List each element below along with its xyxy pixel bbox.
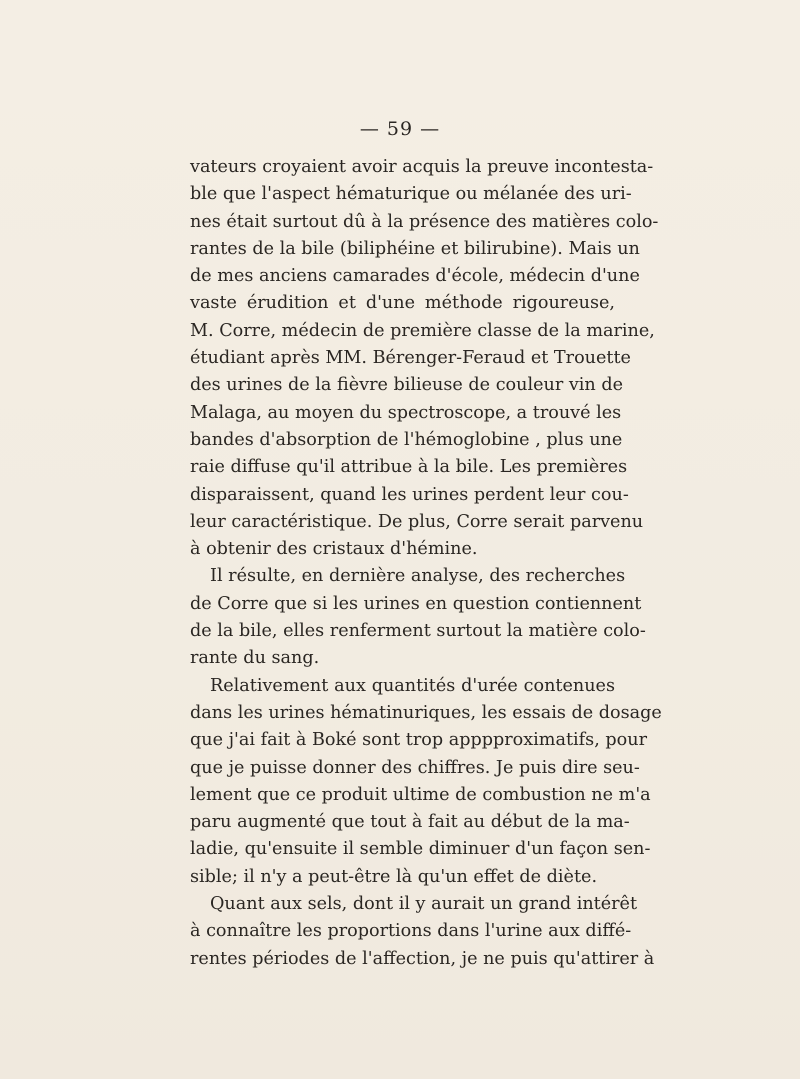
text-line: de Corre que si les urines en question contiennent: [190, 593, 642, 614]
text-line: étudiant après MM. Bérenger-Feraud et Trouette: [190, 348, 631, 369]
body-text: [190, 154, 662, 973]
text-line: Relativement aux quantités d'urée contenues: [210, 675, 615, 696]
text-line: à connaître les proportions dans l'urine aux diffé-: [190, 921, 632, 942]
text-line: disparaissent, quand les urines perdent leur cou-: [190, 484, 629, 505]
text-line: que je puisse donner des chiffres. Je puis dire seu-: [190, 757, 640, 778]
text-line: leur caractéristique. De plus, Corre serait parvenu: [190, 511, 644, 532]
text-line: lement que ce produit ultime de combustion ne m'a: [190, 784, 651, 805]
text-line: de mes anciens camarades d'école, médecin d'une: [190, 266, 640, 287]
text-line: nes était surtout dû à la présence des matières colo-: [190, 211, 659, 232]
text-line: rantes de la bile (biliphéine et bilirubine). Mais un: [190, 238, 640, 259]
text-line: vaste érudition et d'une méthode rigoureuse,: [190, 293, 615, 314]
text-line: sible; il n'y a peut-être là qu'un effet de diète.: [190, 866, 598, 887]
text-line: ladie, qu'ensuite il semble diminuer d'un façon sen-: [190, 839, 651, 860]
text-line: des urines de la fièvre bilieuse de couleur vin de: [190, 375, 624, 396]
text-line: bandes d'absorption de l'hémoglobine , plus une: [190, 429, 623, 450]
text-line: raie diffuse qu'il attribue à la bile. Les premières: [190, 457, 628, 478]
text-line: Malaga, au moyen du spectroscope, a trouvé les: [190, 402, 622, 423]
text-line: vateurs croyaient avoir acquis la preuve incontesta-: [190, 157, 654, 177]
text-line: rentes périodes de l'affection, je ne puis qu'attirer à: [190, 948, 655, 969]
text-line: M. Corre, médecin de première classe de la marine,: [190, 320, 655, 341]
text-line: Il résulte, en dernière analyse, des recherches: [210, 566, 626, 587]
text-line: paru augmenté que tout à fait au début de la ma-: [190, 812, 630, 833]
text-line: de la bile, elles renferment surtout la matière colo-: [190, 621, 646, 642]
text-line: dans les urines hématinuriques, les essais de dosage: [190, 702, 662, 723]
text-line: Quant aux sels, dont il y aurait un grand intérêt: [210, 894, 638, 915]
page-number: — 59 —: [359, 118, 441, 140]
text-line: que j'ai fait à Boké sont trop apppproximatifs, pour: [190, 730, 647, 751]
text-line: ble que l'aspect hématurique ou mélanée des uri-: [190, 184, 632, 205]
text-line: à obtenir des cristaux d'hémine.: [190, 539, 478, 560]
text-line: rante du sang.: [190, 648, 320, 669]
